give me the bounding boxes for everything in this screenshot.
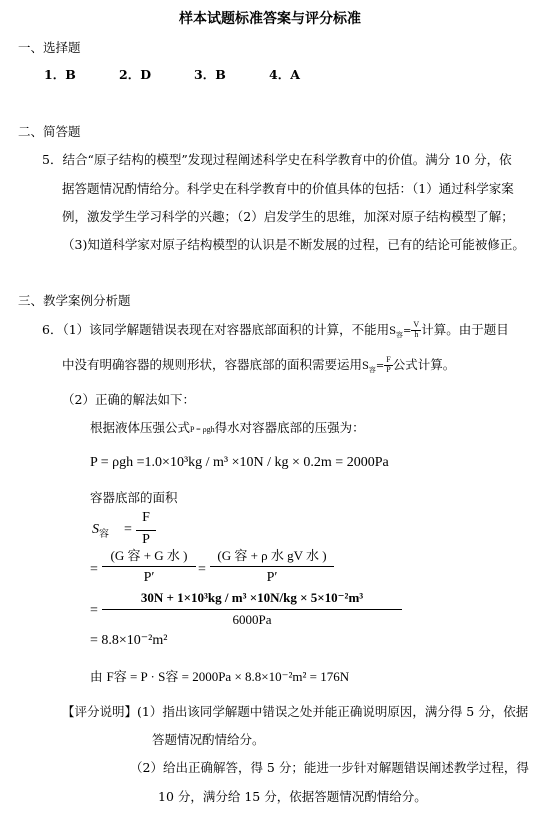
score-note-line: 10 分，满分给 15 分，依据答题情况酌情给分。 bbox=[158, 789, 427, 804]
section-heading-short-answer: 二、简答题 bbox=[18, 124, 81, 139]
pressure-equation: P = ρgh =1.0×10³kg / m³ ×10N / kg × 0.2m = 2000Pa bbox=[90, 455, 389, 470]
score-note-line: 答题情况酌情给分。 bbox=[152, 732, 265, 747]
area-result: = 8.8×10⁻²m² bbox=[90, 633, 168, 648]
q6-line: 中没有明确容器的规则形状，容器底部的面积需要运用$S_容=$ $\frac{F}{P}$ 公式计算。 bbox=[62, 355, 456, 374]
answer-1: 1．B bbox=[44, 67, 76, 82]
fraction-numerator: (G 容 + G 水 ) bbox=[110, 548, 188, 563]
fraction-denominator: P′ bbox=[143, 570, 155, 585]
equals-sign: = bbox=[124, 522, 132, 537]
equals-sign: = bbox=[90, 603, 98, 618]
f-over-p-fraction: $\frac{F}{P}$ bbox=[386, 355, 391, 374]
q6-line: 容器底部的面积 bbox=[90, 490, 178, 505]
answer-3: 3．B bbox=[194, 67, 226, 82]
answer-4: 4．A bbox=[269, 67, 300, 82]
answer-2: 2．D bbox=[119, 67, 152, 82]
q5-line: 据答题情况酌情给分。科学史在科学教育中的价值具体的包括：（1）通过科学家案 bbox=[62, 181, 514, 196]
q5-line: （3)知道科学家对原子结构模型的认识是不断发展的过程，已有的结论可能被修正。 bbox=[62, 237, 525, 252]
equals-sign: = bbox=[90, 562, 98, 577]
q5-line: 例，激发学生学习科学的兴趣；（2）启发学生的思维，加深对原子结构模型了解； bbox=[62, 209, 514, 224]
fraction-denominator: P bbox=[142, 532, 150, 547]
fraction-line bbox=[136, 530, 156, 531]
page-title: 样本试题标准答案与评分标准 bbox=[179, 11, 361, 27]
fraction-line bbox=[210, 566, 334, 567]
area-label: $S_容$ bbox=[92, 522, 109, 540]
section-heading-case-analysis: 三、教学案例分析题 bbox=[18, 293, 131, 308]
section-heading-choice: 一、选择题 bbox=[18, 40, 81, 55]
force-result: 由 F容 = P · S容 = 2000Pa × 8.8×10⁻²m² = 176N bbox=[90, 669, 350, 684]
fraction-denominator: P′ bbox=[266, 570, 278, 585]
score-note-line: （2）给出正确解答，得 5 分；能进一步针对解题错误阐述教学过程，得 bbox=[130, 760, 529, 775]
fraction-numerator: 30N + 1×10³kg / m³ ×10N/kg × 5×10⁻²m³ bbox=[140, 590, 364, 605]
v-over-h-fraction: $\frac{V}{h}$ bbox=[413, 320, 420, 339]
score-note-line: 【评分说明】(1）指出该同学解题中错误之处并能正确说明原因，满分得 5 分，依据 bbox=[62, 704, 529, 719]
q6-line: 根据液体压强公式P = ρgh得水对容器底部的压强为： bbox=[90, 420, 365, 435]
q6-line: 6．（1）该同学解题错误表现在对容器底部面积的计算，不能用$S_容=$ $\frac{V}{h}$ 计算。由于题目 bbox=[42, 320, 509, 339]
fraction-line bbox=[102, 609, 402, 610]
fraction-numerator: F bbox=[142, 510, 150, 525]
equals-sign: = bbox=[198, 562, 206, 577]
fraction-line bbox=[102, 566, 196, 567]
fraction-numerator: (G 容 + ρ 水 gV 水 ) bbox=[217, 548, 327, 563]
q5-line: 5．结合“原子结构的模型”发现过程阐述科学史在科学教育中的价值。满分 10 分，依 bbox=[42, 152, 512, 167]
q6-line: （2）正确的解法如下： bbox=[62, 392, 195, 407]
fraction-denominator: 6000Pa bbox=[232, 612, 272, 627]
